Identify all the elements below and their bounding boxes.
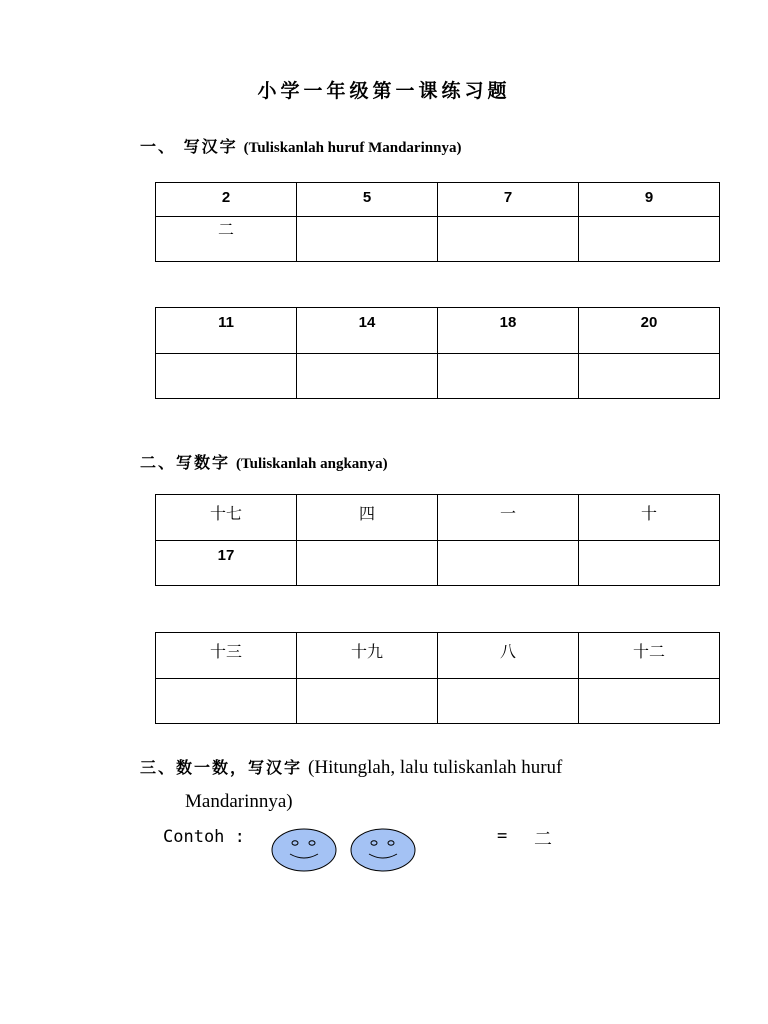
table-row [156,308,720,354]
section-3-heading-latin: (Hitunglah, lalu tuliskanlah huruf [308,757,563,778]
table-row [156,354,720,399]
equals-sign: = [497,826,508,846]
table-cell: 十九 [297,633,438,679]
table-cell: 9 [579,183,720,217]
table-cell: 十三 [156,633,297,679]
section-3-heading [140,755,562,779]
table-cell: 2 [156,183,297,217]
table-cell: 5 [297,183,438,217]
page-title: 小学一年级第一课练习题 [257,80,511,102]
answer-cell[interactable] [579,541,720,586]
answer-cell[interactable] [438,354,579,399]
table-cell: 十七 [156,495,297,541]
section-1-table-1 [155,182,720,262]
answer-cell[interactable] [297,679,438,724]
answer-cell[interactable] [438,217,579,262]
section-1-heading-cn: 一、 写汉字 [140,137,238,156]
table-row [156,495,720,541]
table-row [156,183,720,217]
section-1-table-2 [155,307,720,399]
table-cell: 八 [438,633,579,679]
smiley-face-icon [349,827,417,873]
answer-cell[interactable] [579,217,720,262]
table-cell: 14 [297,308,438,354]
table-cell: 一 [438,495,579,541]
section-2-heading-cn: 二、写数字 [140,453,231,472]
section-2-table-1 [155,494,720,586]
table-cell: 11 [156,308,297,354]
section-2-table-2 [155,632,720,724]
answer-cell[interactable] [156,354,297,399]
table-cell: 十二 [579,633,720,679]
table-cell: 18 [438,308,579,354]
example-answer: 二 [534,829,552,850]
answer-cell[interactable] [156,679,297,724]
section-3-heading-latin-cont: Mandarinnya) [185,791,293,812]
table-cell: 四 [297,495,438,541]
table-cell: 20 [579,308,720,354]
section-1-heading-latin: (Tuliskanlah huruf Mandarinnya) [243,140,462,156]
section-2-heading-latin: (Tuliskanlah angkanya) [236,456,388,472]
table-row [156,679,720,724]
section-2-heading [140,450,388,473]
section-1-heading [140,134,461,157]
answer-cell[interactable] [438,679,579,724]
answer-cell[interactable] [579,354,720,399]
answer-cell[interactable] [579,679,720,724]
answer-cell[interactable] [297,217,438,262]
table-cell: 7 [438,183,579,217]
table-row [156,217,720,262]
answer-cell[interactable]: 17 [156,541,297,586]
table-cell: 十 [579,495,720,541]
answer-cell[interactable] [297,541,438,586]
section-3-heading-cn: 三、数一数，写汉字 [140,758,303,777]
answer-cell[interactable] [297,354,438,399]
table-row [156,541,720,586]
table-row [156,633,720,679]
smiley-face-icon [270,827,338,873]
answer-cell[interactable] [438,541,579,586]
answer-cell[interactable]: 二 [156,217,297,262]
example-label: Contoh : [163,827,245,847]
